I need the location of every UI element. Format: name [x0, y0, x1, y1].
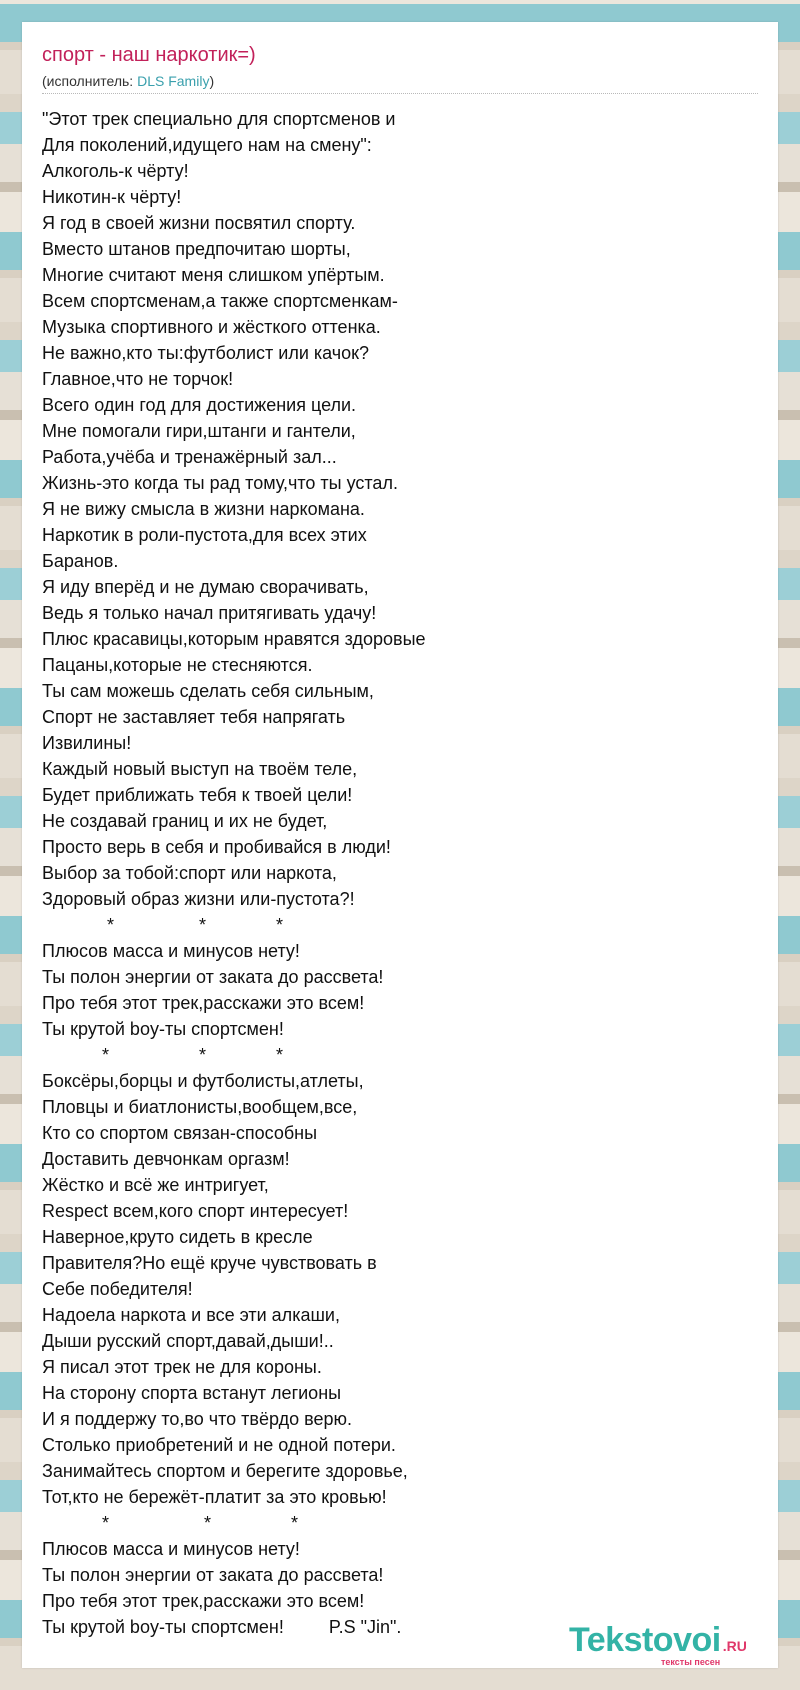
lyric-line: Мне помогали гири,штанги и гантели, — [42, 421, 356, 441]
lyric-line: Плюс красавицы,которым нравятся здоровые — [42, 629, 426, 649]
lyric-line: Ты сам можешь сделать себя сильным, — [42, 681, 374, 701]
lyric-line: Всего один год для достижения цели. — [42, 395, 357, 415]
lyric-line: Музыка спортивного и жёсткого оттенка. — [42, 317, 381, 337]
lyric-line: * * * — [42, 915, 284, 935]
lyric-line: Наверное,круто сидеть в кресле — [42, 1227, 313, 1247]
performer-suffix: ) — [209, 73, 215, 89]
lyric-line: Жёстко и всё же интригует, — [42, 1175, 269, 1195]
lyric-line: Извилины! — [42, 733, 132, 753]
logo-main-text: Tekstovoi — [569, 1621, 721, 1659]
lyric-line: Наркотик в роли-пустота,для всех этих — [42, 525, 367, 545]
performer-line — [42, 72, 214, 90]
divider — [42, 93, 758, 94]
lyric-line: Будет приближать тебя к твоей цели! — [42, 785, 353, 805]
lyric-line: Себе победителя! — [42, 1279, 193, 1299]
lyric-line: Работа,учёба и тренажёрный зал... — [42, 447, 337, 467]
lyric-line: Никотин-к чёрту! — [42, 187, 182, 207]
lyric-line: Пацаны,которые не стесняются. — [42, 655, 313, 675]
lyric-line: Ты полон энергии от заката до рассвета! — [42, 1565, 384, 1585]
lyric-line: Всем спортсменам,а также спортсменкам- — [42, 291, 398, 311]
lyric-line: Здоровый образ жизни или-пустота?! — [42, 889, 355, 909]
lyric-line: Кто со спортом связан-способны — [42, 1123, 318, 1143]
artist-link[interactable]: DLS Family — [137, 73, 210, 89]
lyric-line: Плюсов масса и минусов нету! — [42, 941, 300, 961]
lyric-line: Боксёры,борцы и футболисты,атлеты, — [42, 1071, 364, 1091]
lyric-line: Доставить девчонкам оргазм! — [42, 1149, 290, 1169]
lyric-line: Для поколений,идущего нам на смену": — [42, 135, 372, 155]
lyric-line: * * * — [42, 1513, 299, 1533]
lyric-line: И я поддержу то,во что твёрдо верю. — [42, 1409, 352, 1429]
lyric-line: Не важно,кто ты:футболист или качок? — [42, 343, 370, 363]
lyric-line: Ты полон энергии от заката до рассвета! — [42, 967, 384, 987]
logo-tagline: тексты песен — [661, 1657, 721, 1667]
lyric-line: "Этот трек специально для спортсменов и — [42, 109, 396, 129]
lyric-line: На сторону спорта встанут легионы — [42, 1383, 342, 1403]
lyrics-text — [42, 106, 742, 1640]
lyric-line: Столько приобретений и не одной потери. — [42, 1435, 396, 1455]
lyric-line: Я иду вперёд и не думаю сворачивать, — [42, 577, 369, 597]
lyric-line: Тот,кто не бережёт-платит за это кровью! — [42, 1487, 387, 1507]
lyric-line: Просто верь в себя и пробивайся в люди! — [42, 837, 391, 857]
lyric-line: Плюсов масса и минусов нету! — [42, 1539, 300, 1559]
lyric-line: Спорт не заставляет тебя напрягать — [42, 707, 346, 727]
lyric-line: Главное,что не торчок! — [42, 369, 234, 389]
lyric-line: Дыши русский спорт,давай,дыши!.. — [42, 1331, 334, 1351]
lyric-line: Баранов. — [42, 551, 119, 571]
lyric-line: Пловцы и биатлонисты,вообщем,все, — [42, 1097, 358, 1117]
lyric-line: Я год в своей жизни посвятил спорту. — [42, 213, 356, 233]
lyric-line: Алкоголь-к чёрту! — [42, 161, 189, 181]
lyric-line: Я писал этот трек не для короны. — [42, 1357, 322, 1377]
lyric-line: Ведь я только начал притягивать удачу! — [42, 603, 377, 623]
lyric-line: Я не вижу смысла в жизни наркомана. — [42, 499, 365, 519]
song-title: спорт - наш наркотик=) — [42, 44, 256, 66]
lyric-line: Многие считают меня слишком упёртым. — [42, 265, 385, 285]
lyric-line: Ты крутой boy-ты спортсмен! — [42, 1019, 284, 1039]
lyric-line: Respect всем,кого спорт интересует! — [42, 1201, 349, 1221]
performer-prefix: (исполнитель: — [42, 73, 138, 89]
lyric-line: Про тебя этот трек,расскажи это всем! — [42, 1591, 365, 1611]
lyrics-page — [22, 22, 778, 1668]
lyric-line: Надоела наркота и все эти алкаши, — [42, 1305, 340, 1325]
lyric-line: Правителя?Но ещё круче чувствовать в — [42, 1253, 377, 1273]
logo-tld: .RU — [722, 1638, 747, 1654]
lyric-line: Занимайтесь спортом и берегите здоровье, — [42, 1461, 408, 1481]
tekstovoi-logo[interactable] — [569, 1622, 764, 1666]
lyric-line: Вместо штанов предпочитаю шорты, — [42, 239, 351, 259]
lyric-line: Каждый новый выступ на твоём теле, — [42, 759, 358, 779]
lyric-line: Выбор за тобой:спорт или наркота, — [42, 863, 337, 883]
lyric-line: Про тебя этот трек,расскажи это всем! — [42, 993, 365, 1013]
lyric-line: Ты крутой boy-ты спортсмен! P.S "Jin". — [42, 1617, 402, 1637]
lyric-line: Жизнь-это когда ты рад тому,что ты устал. — [42, 473, 398, 493]
lyric-line: * * * — [42, 1045, 284, 1065]
lyric-line: Не создавай границ и их не будет, — [42, 811, 328, 831]
